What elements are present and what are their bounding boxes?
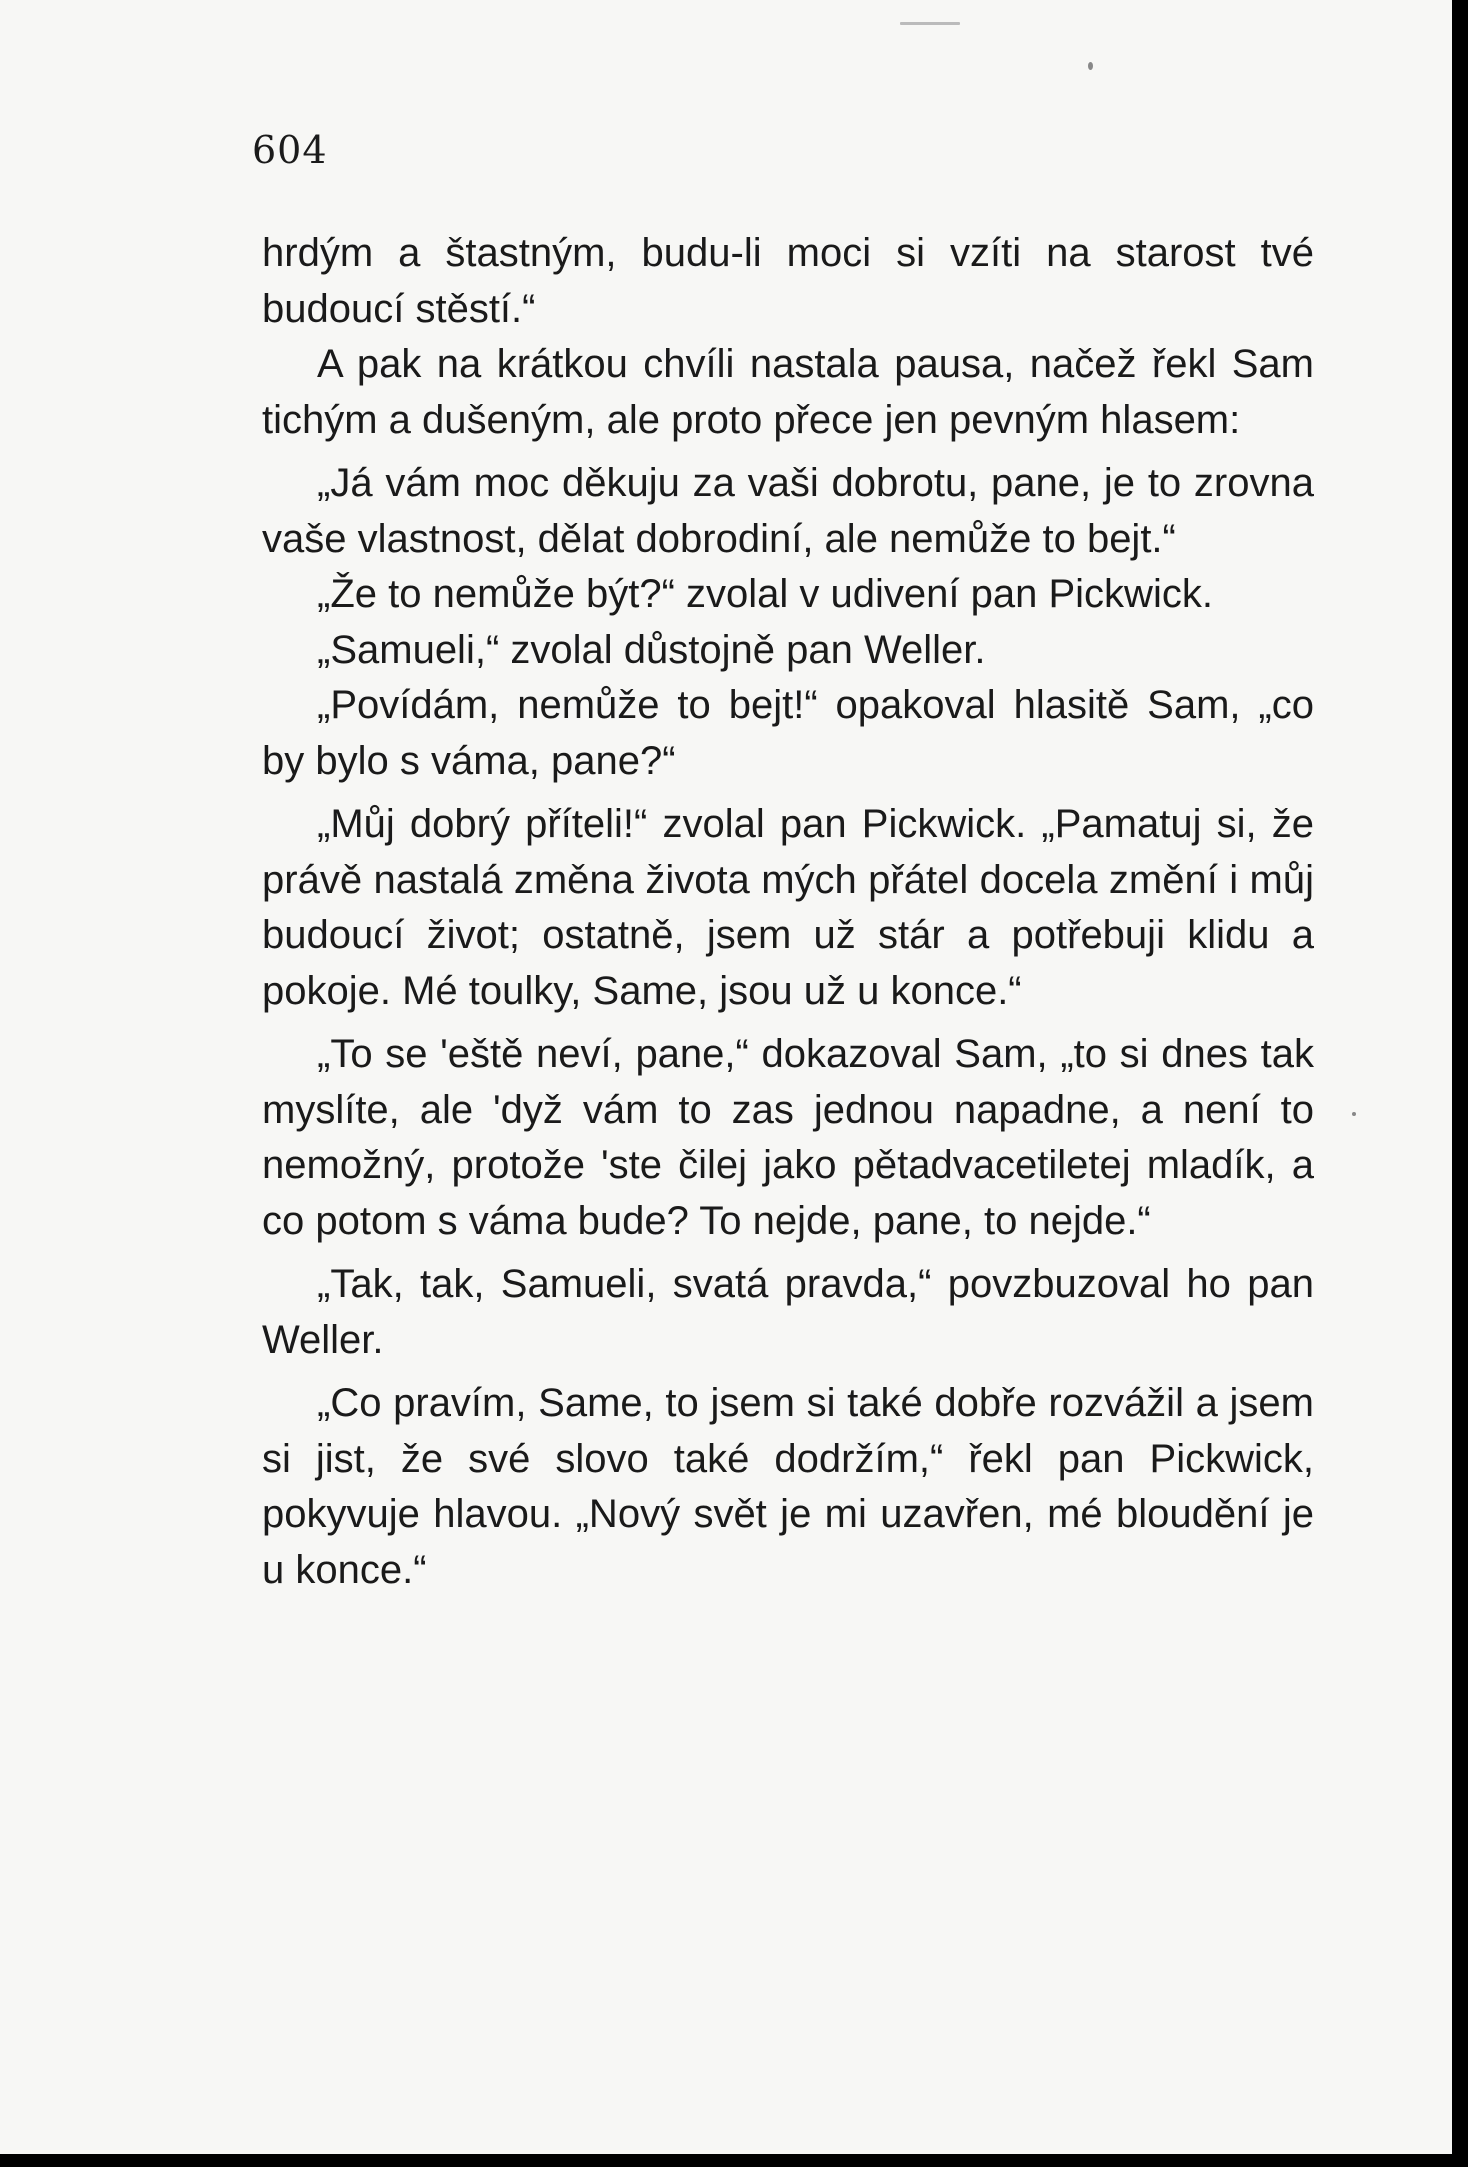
paragraph: „Můj dobrý příteli!“ zvolal pan Pickwick. „Pamatuj si, že právě nastalá změna života mých přátel docela změní i můj budoucí život; ostatně, jsem už stár a potřebuji klidu a pokoje. Mé toulky, Same, jsou už u konce.“ bbox=[262, 802, 1314, 1013]
paragraph: „Tak, tak, Samueli, svatá pravda,“ povzbuzoval ho pan Weller. bbox=[262, 1262, 1314, 1362]
body-text bbox=[262, 226, 1314, 1598]
paragraph: „Já vám moc děkuju za vaši dobrotu, pane, je to zrovna vaše vlastnost, dělat dobrodiní, ale nemůže to bejt.“ bbox=[262, 461, 1314, 561]
paragraph: hrdým a štastným, budu-li moci si vzíti na starost tvé budoucí stěstí.“ bbox=[262, 231, 1314, 331]
paragraph: „Povídám, nemůže to bejt!“ opakoval hlasitě Sam, „co by bylo s váma, pane?“ bbox=[262, 683, 1314, 783]
paper-speck bbox=[900, 22, 960, 25]
paragraph: A pak na krátkou chvíli nastala pausa, načež řekl Sam tichým a dušeným, ale proto přece jen pevným hlasem: bbox=[262, 342, 1314, 442]
paragraph: „Samueli,“ zvolal důstojně pan Weller. bbox=[317, 627, 986, 672]
paper-speck bbox=[1352, 1112, 1356, 1116]
paragraph: „Co pravím, Same, to jsem si také dobře rozvážil a jsem si jist, že své slovo také dodržím,“ řekl pan Pickwick, pokyvuje hlavou. „Nový svět je mi uzavřen, mé bloudění je u konce.“ bbox=[262, 1381, 1314, 1592]
paragraph: „To se 'eště neví, pane,“ dokazoval Sam, „to si dnes tak myslíte, ale 'dyž vám to zas jednou napadne, a není to nemožný, protože 'ste čilej jako pětadvacetiletej mladík, a co potom s váma bude? To nejde, pane, to nejde.“ bbox=[262, 1032, 1314, 1243]
paper-speck bbox=[1088, 62, 1093, 70]
paragraph: „Že to nemůže být?“ zvolal v udivení pan Pickwick. bbox=[317, 572, 1213, 616]
page-number: 604 bbox=[252, 128, 328, 172]
